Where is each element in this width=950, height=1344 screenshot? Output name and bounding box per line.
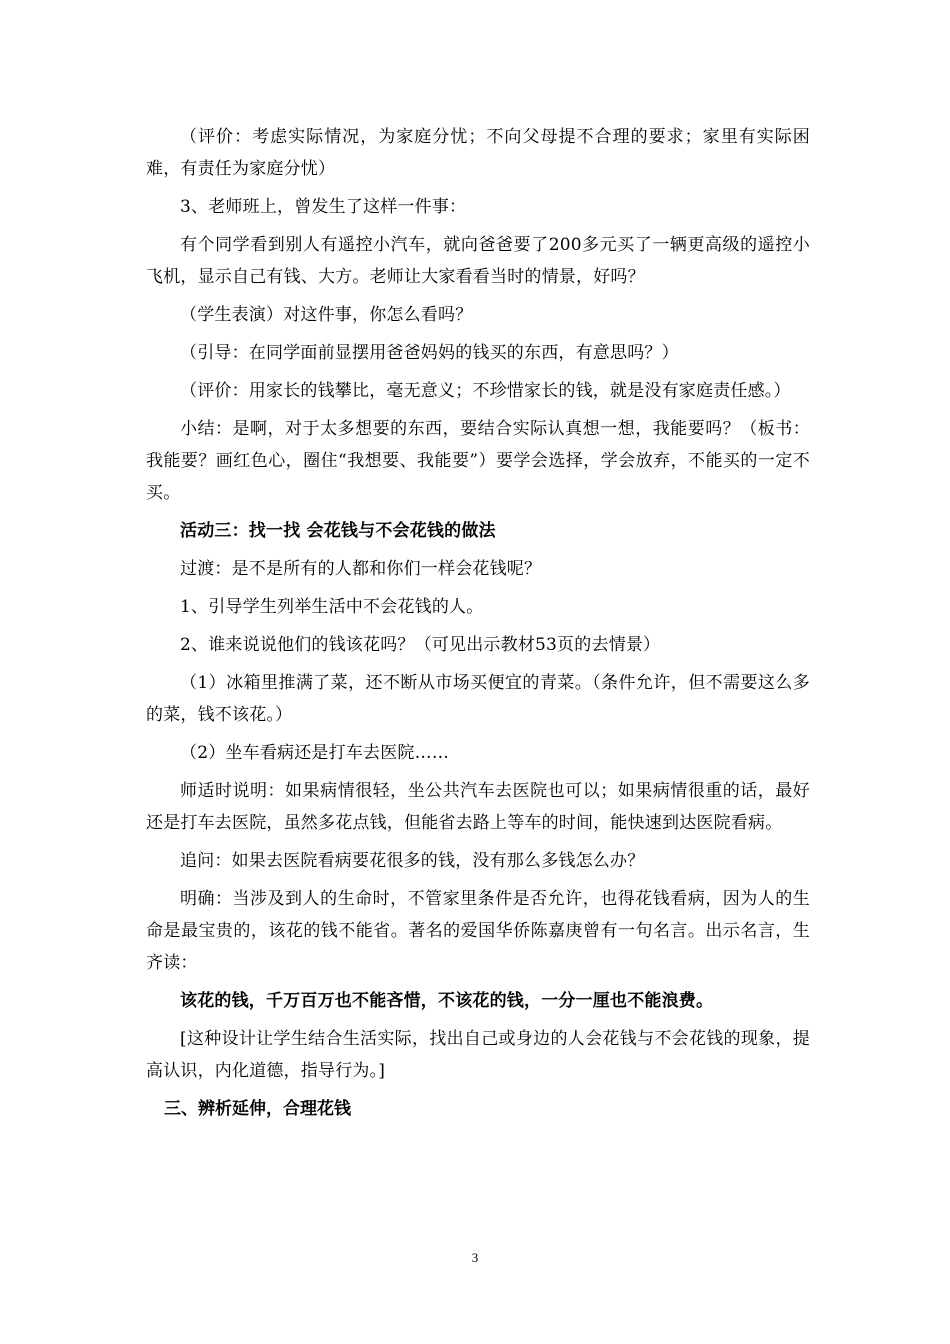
paragraph-case-2: （2）坐车看病还是打车去医院…… <box>180 743 450 763</box>
page-number: 3 <box>471 1250 479 1265</box>
paragraph-transition: 过渡：是不是所有的人都和你们一样会花钱呢？ <box>180 559 542 579</box>
paragraph-guide: （引导：在同学面前显摆用爸爸妈妈的钱买的东西，有意思吗？） <box>180 343 679 363</box>
paragraph-performance: （学生表演）对这件事，你怎么看吗？ <box>180 305 473 325</box>
section-heading: 三、辨析延伸，合理花钱 <box>164 1099 351 1119</box>
paragraph-follow-up: 追问：如果去医院看病要花很多的钱，没有那么多钱怎么办？ <box>180 851 645 871</box>
paragraph-teacher-explain: 师适时说明：如果病情很轻，坐公共汽车去医院也可以；如果病情很重的话，最好还是打车去医院，虽然多花点钱，但能省去路上等车的时间，能快速到达医院看病。 <box>146 781 810 833</box>
paragraph-step-1: 1、引导学生列举生活中不会花钱的人。 <box>180 597 484 617</box>
famous-quote: 该花的钱，千万百万也不能吝惜，不该花的钱，一分一厘也不能浪费。 <box>180 991 714 1011</box>
paragraph-story: 有个同学看到别人有遥控小汽车，就向爸爸要了200多元买了一辆更高级的遥控小飞机，显示自己有钱、大方。老师让大家看看当时的情景，好吗？ <box>146 235 810 287</box>
paragraph-evaluation-2: （评价：用家长的钱攀比，毫无意义；不珍惜家长的钱，就是没有家庭责任感。） <box>180 381 791 401</box>
paragraph-case-1: （1）冰箱里推满了菜，还不断从市场买便宜的青菜。（条件允许，但不需要这么多的菜，钱不该花。） <box>146 673 810 725</box>
paragraph-evaluation-1: （评价：考虑实际情况，为家庭分忧；不向父母提不合理的要求；家里有实际困难，有责任为家庭分忧） <box>146 127 810 179</box>
paragraph-design-note: [这种设计让学生结合生活实际，找出自己或身边的人会花钱与不会花钱的现象，提高认识，内化道德，指导行为。] <box>146 1029 810 1081</box>
paragraph-clarify: 明确：当涉及到人的生命时，不管家里条件是否允许，也得花钱看病，因为人的生命是最宝贵的，该花的钱不能省。著名的爱国华侨陈嘉庚曾有一句名言。出示名言，生齐读： <box>146 889 810 973</box>
paragraph-summary: 小结：是啊，对于太多想要的东西，要结合实际认真想一想，我能要吗？（板书：我能要？画红色心，圈住“我想要、我能要”）要学会选择，学会放弃，不能买的一定不买。 <box>146 419 810 503</box>
activity-three-heading: 活动三：找一找 会花钱与不会花钱的做法 <box>180 521 496 541</box>
document-body <box>146 118 810 1128</box>
paragraph-step-2: 2、谁来说说他们的钱该花吗？（可见出示教材53页的去情景） <box>180 635 661 655</box>
paragraph-story-intro: 3、老师班上，曾发生了这样一件事： <box>180 197 467 217</box>
